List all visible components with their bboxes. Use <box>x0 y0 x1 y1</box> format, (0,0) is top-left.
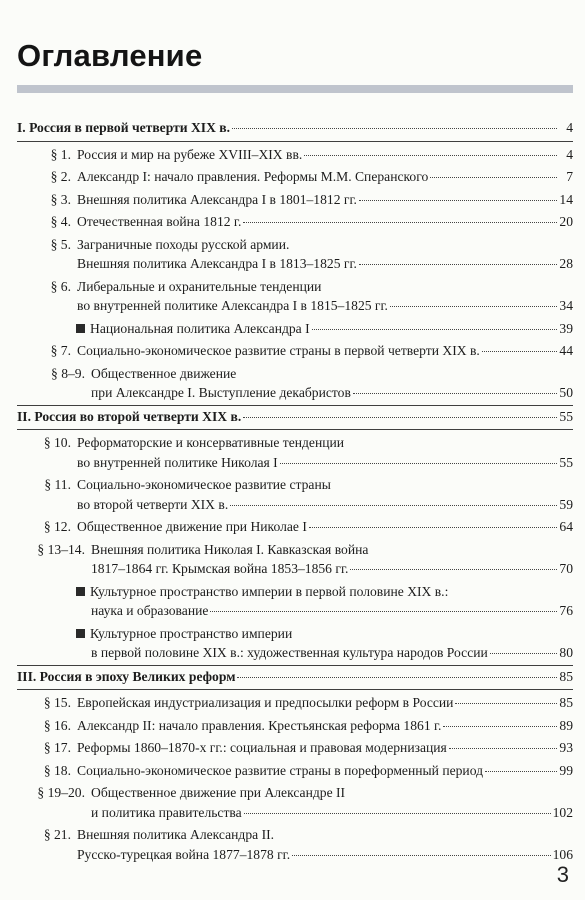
page-ref: 99 <box>559 762 573 778</box>
toc-entry[interactable] <box>17 432 573 474</box>
page-ref: 76 <box>559 603 573 618</box>
paragraph-number: § 12. <box>43 519 71 534</box>
section-title: III. Россия в эпоху Великих реформ <box>17 668 236 684</box>
dot-leader <box>359 252 557 265</box>
square-bullet-icon <box>76 629 85 638</box>
entry-title: Общественное движение при Николае I <box>77 519 307 534</box>
dot-leader <box>237 664 557 677</box>
paragraph-number: § 2. <box>50 169 71 184</box>
dot-leader <box>490 641 557 654</box>
entry-title: Европейская индустриализация и предпосылки реформ в России <box>77 695 454 710</box>
dot-leader <box>350 557 557 570</box>
dot-leader <box>353 381 557 394</box>
paragraph-number: § 8–9. <box>51 365 85 381</box>
paragraph-number: § 13–14. <box>37 541 85 557</box>
square-bullet-icon <box>76 587 85 596</box>
page-ref: 14 <box>559 191 573 207</box>
paragraph-number: § 18. <box>43 762 71 778</box>
toc-entry[interactable] <box>17 189 573 212</box>
dot-leader <box>485 758 557 771</box>
paragraph-number: § 15. <box>43 695 71 710</box>
entry-title: наука и образование <box>91 603 209 618</box>
dot-leader <box>390 294 557 307</box>
entry-title: Общественное движение при Александре II <box>91 785 346 800</box>
toc-section-heading[interactable] <box>17 666 573 691</box>
toc-entry[interactable] <box>17 782 573 824</box>
entry-title: Внешняя политика Александра I в 1813–1825 гг. <box>77 256 357 271</box>
entry-title: Культурное пространство империи в первой половине XIX в.: <box>90 583 449 599</box>
page-title: Оглавление <box>17 38 203 73</box>
dot-leader <box>312 316 557 329</box>
title-divider <box>17 85 573 93</box>
dot-leader <box>455 691 557 704</box>
entry-title: Культурное пространство империи <box>90 625 293 641</box>
entry-title: Общественное движение <box>91 365 237 381</box>
dot-leader <box>430 165 557 178</box>
entry-title: во второй четверти XIX в. <box>77 496 229 512</box>
toc-section <box>17 117 573 406</box>
toc-entry[interactable] <box>17 474 573 516</box>
table-of-contents <box>17 117 573 866</box>
entry-title: 1817–1864 гг. Крымская война 1853–1856 гг. <box>91 561 349 576</box>
paragraph-number: § 10. <box>43 435 71 450</box>
entry-title: Реформаторские и консервативные тенденции <box>77 435 345 450</box>
entry-title: Социально-экономическое развитие страны в первой четверти XIX в. <box>77 343 480 358</box>
entry-title: и политика правительства <box>91 804 242 820</box>
dot-leader <box>230 492 557 505</box>
toc-section-heading[interactable] <box>17 406 573 431</box>
toc-entry[interactable] <box>17 276 573 318</box>
paragraph-number: § 16. <box>43 717 71 733</box>
page-ref: 4 <box>566 146 573 162</box>
entry-title: Александр I: начало правления. Реформы М.М. Сперанского <box>77 169 429 184</box>
entry-title: Александр II: начало правления. Крестьянская реформа 1861 г. <box>77 717 442 733</box>
page-number: 3 <box>556 862 569 887</box>
toc-entry[interactable] <box>17 234 573 276</box>
dot-leader <box>243 210 557 223</box>
toc-section <box>17 406 573 666</box>
entry-title: Социально-экономическое развитие страны <box>77 477 331 492</box>
page-ref: 80 <box>559 645 573 660</box>
paragraph-number: § 5. <box>50 236 71 252</box>
toc-entry[interactable] <box>17 824 573 866</box>
dot-leader <box>309 515 557 528</box>
page-ref: 89 <box>559 717 573 733</box>
page-ref: 85 <box>559 695 573 710</box>
square-bullet-icon <box>76 324 85 333</box>
entry-title: Социально-экономическое развитие страны в пореформенный период <box>77 762 484 778</box>
entry-title: Россия и мир на рубеже XVIII–XIX вв. <box>77 146 303 162</box>
paragraph-number: § 21. <box>43 827 71 842</box>
section-title: II. Россия во второй четверти XIX в. <box>17 408 242 424</box>
page-ref: 70 <box>559 561 573 576</box>
page-ref: 44 <box>559 343 573 358</box>
toc-entry[interactable] <box>17 516 573 539</box>
entry-title: Либеральные и охранительные тенденции <box>77 278 322 294</box>
entry-title: во внутренней политике Александра I в 1815–1825 гг. <box>77 298 388 313</box>
page-ref: 59 <box>559 496 573 512</box>
toc-entry[interactable] <box>17 340 573 363</box>
entry-title: Внешняя политика Николая I. Кавказская война <box>91 541 369 557</box>
entry-title: Внешняя политика Александра I в 1801–1812 гг. <box>77 191 357 207</box>
paragraph-number: § 19–20. <box>37 785 85 800</box>
page-ref: 34 <box>559 298 573 313</box>
page-ref: 85 <box>559 668 573 684</box>
page-ref: 55 <box>559 408 573 424</box>
dot-leader <box>304 142 557 155</box>
page-ref: 39 <box>559 320 573 336</box>
dot-leader <box>232 116 557 129</box>
toc-entry[interactable] <box>17 623 573 665</box>
toc-entry[interactable] <box>17 318 573 341</box>
page-ref: 64 <box>559 519 573 534</box>
entry-title: Внешняя политика Александра II. <box>77 827 275 842</box>
paragraph-number: § 3. <box>50 191 71 207</box>
toc-entry[interactable] <box>17 363 573 405</box>
page-ref: 55 <box>559 454 573 470</box>
dot-leader <box>482 339 557 352</box>
paragraph-number: § 11. <box>44 477 71 492</box>
entry-title: Реформы 1860–1870-х гг.: социальная и правовая модернизация <box>77 740 447 755</box>
toc-entry[interactable] <box>17 144 573 167</box>
dot-leader <box>244 800 551 813</box>
page-ref: 102 <box>552 804 573 820</box>
toc-entry[interactable] <box>17 737 573 760</box>
toc-section <box>17 666 573 867</box>
page-ref: 28 <box>559 256 573 271</box>
toc-entry[interactable] <box>17 692 573 715</box>
toc-entry[interactable] <box>17 166 573 189</box>
page-ref: 7 <box>566 169 573 184</box>
toc-entry[interactable] <box>17 539 573 581</box>
paragraph-number: § 1. <box>50 146 71 162</box>
toc-entry[interactable] <box>17 211 573 234</box>
dot-leader <box>292 842 551 855</box>
entry-title: Заграничные походы русской армии. <box>77 236 290 252</box>
paragraph-number: § 4. <box>50 214 71 229</box>
section-title: I. Россия в первой четверти XIX в. <box>17 120 231 135</box>
entry-title: при Александре I. Выступление декабристов <box>91 385 351 400</box>
toc-entry[interactable] <box>17 715 573 738</box>
entry-title: Русско-турецкая война 1877–1878 гг. <box>77 846 291 862</box>
dot-leader <box>280 450 557 463</box>
paragraph-number: § 17. <box>43 740 71 755</box>
toc-entry[interactable] <box>17 581 573 623</box>
entry-title: Национальная политика Александра I <box>90 320 310 336</box>
entry-title: в первой половине XIX в.: художественная культура народов России <box>91 645 488 660</box>
page-ref: 93 <box>559 740 573 755</box>
paragraph-number: § 6. <box>50 278 71 294</box>
entry-title: Отечественная война 1812 г. <box>77 214 242 229</box>
toc-section-heading[interactable] <box>17 117 573 142</box>
dot-leader <box>449 736 557 749</box>
dot-leader <box>443 713 557 726</box>
entry-title: во внутренней политике Николая I <box>77 454 278 470</box>
toc-entry[interactable] <box>17 760 573 783</box>
page-ref: 20 <box>559 214 573 229</box>
dot-leader <box>243 404 557 417</box>
page-ref: 50 <box>559 385 573 400</box>
paragraph-number: § 7. <box>50 343 71 358</box>
dot-leader <box>359 187 557 200</box>
page-ref: 106 <box>552 846 573 862</box>
dot-leader <box>210 599 557 612</box>
page-ref: 4 <box>566 120 573 135</box>
